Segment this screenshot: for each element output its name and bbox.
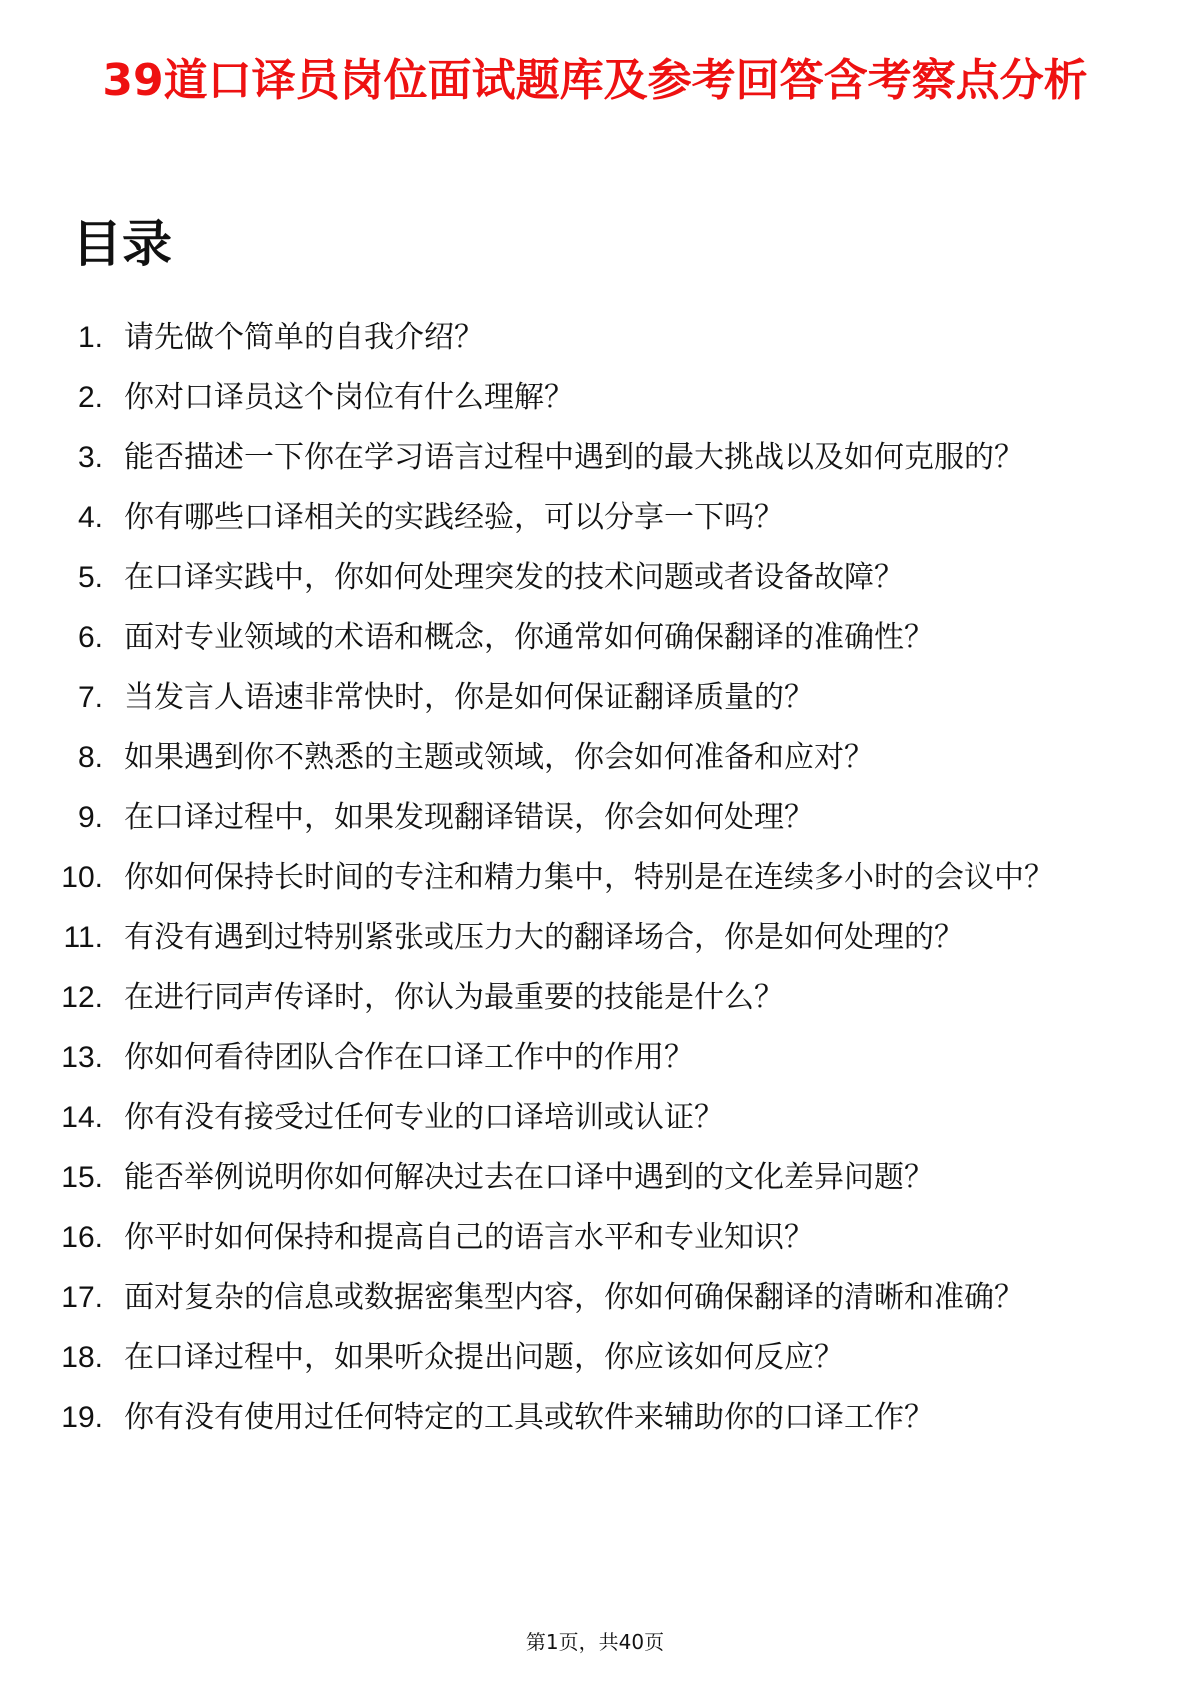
toc-item-text: 在口译过程中，如果听众提出问题，你应该如何反应？ (124, 1340, 844, 1375)
toc-item-number: 3. (77, 441, 103, 474)
toc-item-15 (0, 1158, 1190, 1198)
toc-item-number: 10. (61, 861, 103, 894)
toc-item-number: 6. (77, 621, 103, 654)
toc-item-number: 9. (77, 801, 103, 834)
toc-item-number: 12. (61, 981, 103, 1014)
toc-item-number: 11. (63, 921, 103, 954)
toc-item-1 (0, 318, 1190, 358)
toc-item-8 (0, 738, 1190, 778)
toc-item-number: 5. (77, 561, 103, 594)
toc-item-text: 面对专业领域的术语和概念，你通常如何确保翻译的准确性？ (124, 620, 934, 655)
toc-item-text: 面对复杂的信息或数据密集型内容，你如何确保翻译的清晰和准确？ (124, 1280, 1024, 1315)
toc-item-number: 2. (77, 381, 103, 414)
toc-item-number: 4. (77, 501, 103, 534)
toc-item-9 (0, 798, 1190, 838)
toc-item-text: 在口译过程中，如果发现翻译错误，你会如何处理？ (124, 800, 814, 835)
toc-item-text: 能否举例说明你如何解决过去在口译中遇到的文化差异问题？ (124, 1160, 934, 1195)
toc-item-text: 请先做个简单的自我介绍？ (124, 320, 484, 355)
page-footer: 第1页，共40页 (525, 1630, 665, 1654)
toc-item-5 (0, 558, 1190, 598)
toc-item-7 (0, 678, 1190, 718)
toc-item-12 (0, 978, 1190, 1018)
toc-item-number: 8. (77, 741, 103, 774)
toc-item-text: 在进行同声传译时，你认为最重要的技能是什么？ (124, 980, 784, 1015)
toc-item-text: 当发言人语速非常快时，你是如何保证翻译质量的？ (124, 680, 814, 715)
toc-item-3 (0, 438, 1190, 478)
toc-item-16 (0, 1218, 1190, 1258)
toc-item-text: 你有哪些口译相关的实践经验，可以分享一下吗？ (124, 500, 784, 535)
toc-item-13 (0, 1038, 1190, 1078)
toc-item-text: 能否描述一下你在学习语言过程中遇到的最大挑战以及如何克服的？ (124, 440, 1024, 475)
toc-list (0, 318, 1190, 1458)
page-title: 39道口译员岗位面试题库及参考回答含考察点分析 (102, 55, 1088, 106)
toc-item-text: 如果遇到你不熟悉的主题或领域，你会如何准备和应对？ (124, 740, 874, 775)
toc-item-number: 15. (61, 1161, 103, 1194)
toc-item-11 (0, 918, 1190, 958)
toc-item-18 (0, 1338, 1190, 1378)
toc-item-number: 18. (61, 1341, 103, 1374)
toc-item-number: 13. (61, 1041, 103, 1074)
toc-item-17 (0, 1278, 1190, 1318)
toc-item-number: 16. (61, 1221, 103, 1254)
toc-item-text: 你如何保持长时间的专注和精力集中，特别是在连续多小时的会议中？ (124, 860, 1054, 895)
toc-item-6 (0, 618, 1190, 658)
toc-item-text: 有没有遇到过特别紧张或压力大的翻译场合，你是如何处理的？ (124, 920, 964, 955)
toc-item-10 (0, 858, 1190, 898)
toc-item-2 (0, 378, 1190, 418)
toc-item-number: 17. (61, 1281, 103, 1314)
toc-item-number: 19. (61, 1401, 103, 1434)
toc-item-text: 在口译实践中，你如何处理突发的技术问题或者设备故障？ (124, 560, 904, 595)
toc-item-19 (0, 1398, 1190, 1438)
toc-heading: 目录 (72, 215, 172, 273)
toc-item-text: 你对口译员这个岗位有什么理解？ (124, 380, 574, 415)
toc-item-text: 你平时如何保持和提高自己的语言水平和专业知识？ (124, 1220, 814, 1255)
toc-item-4 (0, 498, 1190, 538)
toc-item-text: 你有没有接受过任何专业的口译培训或认证？ (124, 1100, 724, 1135)
toc-item-text: 你有没有使用过任何特定的工具或软件来辅助你的口译工作？ (124, 1400, 934, 1435)
toc-item-number: 14. (61, 1101, 103, 1134)
toc-item-text: 你如何看待团队合作在口译工作中的作用？ (124, 1040, 694, 1075)
toc-item-14 (0, 1098, 1190, 1138)
toc-item-number: 7. (77, 681, 103, 714)
toc-item-number: 1. (77, 321, 103, 354)
